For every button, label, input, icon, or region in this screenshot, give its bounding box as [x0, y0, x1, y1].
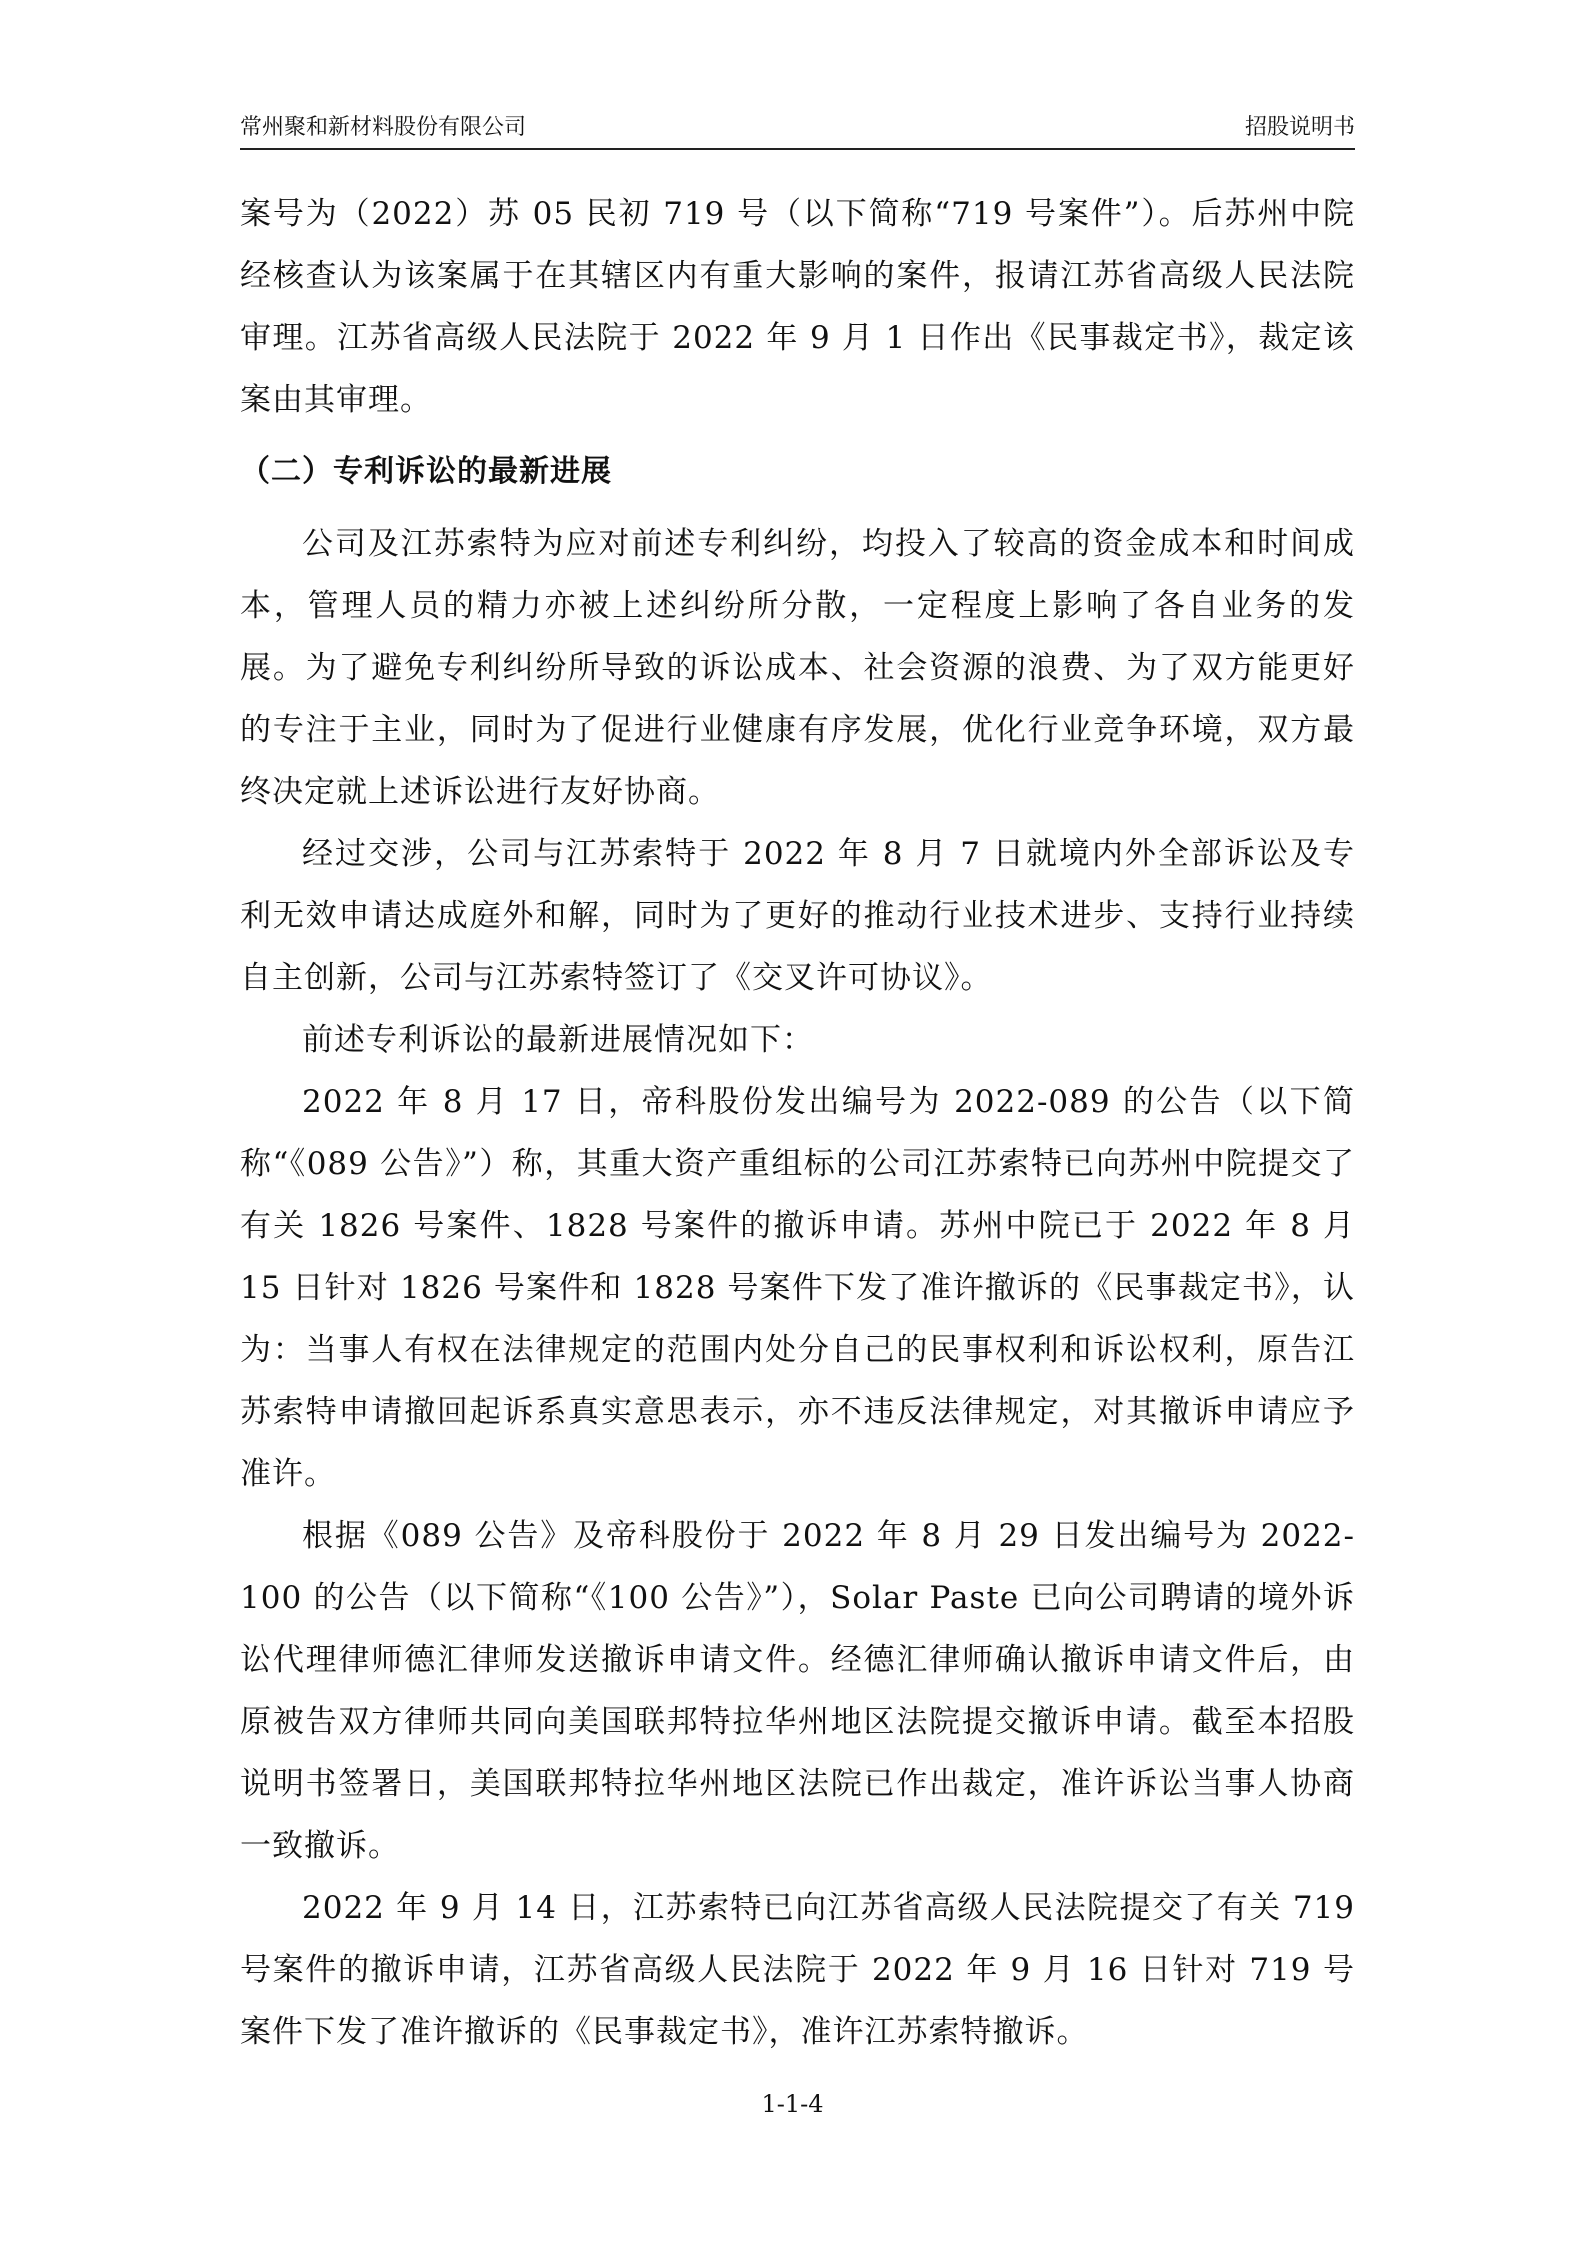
paragraph-case-719-withdrawal: 2022 年 9 月 14 日，江苏索特已向江苏省高级人民法院提交了有关 719 号案件的撤诉申请，江苏省高级人民法院于 2022 年 9 月 16 日针对 719 号案件下发了准许撤诉的《民事裁定书》，准许江苏索特撤诉。 — [240, 1890, 1355, 2050]
paragraph-settlement-agreement: 经过交涉，公司与江苏索特于 2022 年 8 月 7 日就境内外全部诉讼及专利无效申请达成庭外和解，同时为了更好的推动行业技术进步、支持行业持续自主创新，公司与江苏索特签订了《交叉许可协议》。 — [240, 836, 1355, 996]
page-header — [240, 108, 1355, 150]
paragraph-announcement-100: 根据《089 公告》及帝科股份于 2022 年 8 月 29 日发出编号为 2022-100 的公告（以下简称“《100 公告》”），Solar Paste 已向公司聘请的境外诉讼代理律师德汇律师发送撤诉申请文件。经德汇律师确认撤诉申请文件后，由原被告双方律师共同向美国联邦特拉华州地区法院提交撤诉申请。截至本招股说明书签署日，美国联邦特拉华州地区法院已作出裁定，准许诉讼当事人协商一致撤诉。 — [240, 1518, 1355, 1864]
header-document-type: 招股说明书 — [1244, 115, 1355, 140]
section-heading-patent-litigation-progress: （二）专利诉讼的最新进展 — [240, 454, 612, 489]
page-number: 1-1-4 — [761, 2090, 824, 2118]
header-company-name: 常州聚和新材料股份有限公司 — [240, 115, 527, 140]
document-body — [240, 183, 1355, 2063]
paragraph-case-719-continuation: 案号为（2022）苏 05 民初 719 号（以下简称“719 号案件”）。后苏州中院经核查认为该案属于在其辖区内有重大影响的案件，报请江苏省高级人民法院审理。江苏省高级人民法院于 2022 年 9 月 1 日作出《民事裁定书》，裁定该案由其审理。 — [240, 196, 1355, 418]
paragraph-progress-intro: 前述专利诉讼的最新进展情况如下： — [302, 1022, 814, 1058]
paragraph-settlement-motivation: 公司及江苏索特为应对前述专利纠纷，均投入了较高的资金成本和时间成本，管理人员的精力亦被上述纠纷所分散，一定程度上影响了各自业务的发展。为了避免专利纠纷所导致的诉讼成本、社会资源的浪费、为了双方能更好的专注于主业，同时为了促进行业健康有序发展，优化行业竞争环境，双方最终决定就上述诉讼进行友好协商。 — [240, 526, 1355, 810]
paragraph-announcement-089: 2022 年 8 月 17 日，帝科股份发出编号为 2022-089 的公告（以下简称“《089 公告》”）称，其重大资产重组标的公司江苏索特已向苏州中院提交了有关 1826 号案件、1828 号案件的撤诉申请。苏州中院已于 2022 年 8 月 15 日针对 1826 号案件和 1828 号案件下发了准许撤诉的《民事裁定书》，认为：当事人有权在法律规定的范围内处分自己的民事权利和诉讼权利，原告江苏索特申请撤回起诉系真实意思表示，亦不违反法律规定，对其撤诉申请应予准许。 — [240, 1084, 1355, 1492]
